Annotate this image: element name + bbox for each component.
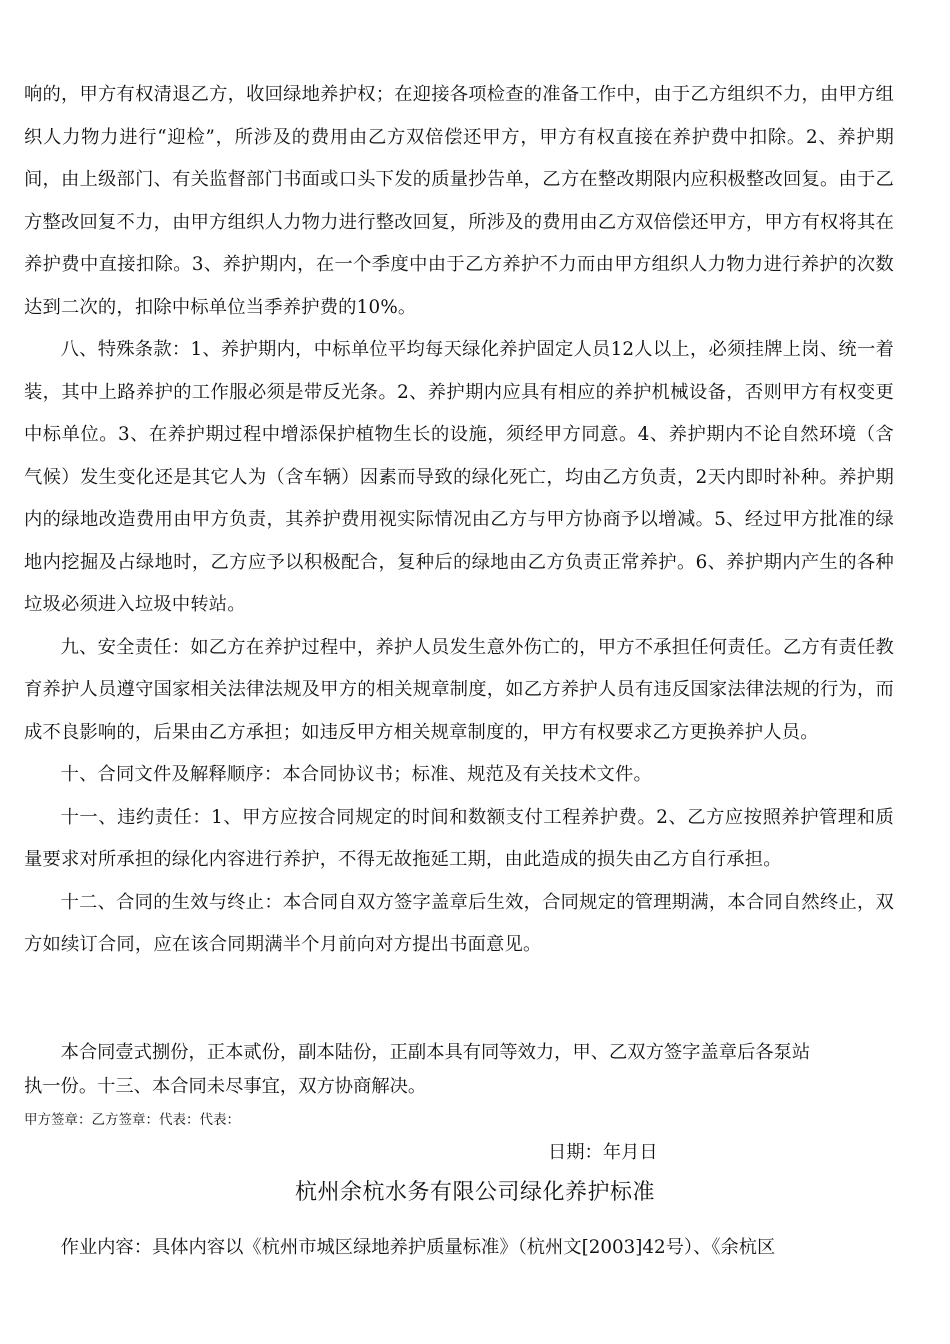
work-content-paragraph: 作业内容：具体内容以《杭州市城区绿地养护质量标准》（杭州文[2003]42号）、《余杭区 [60,1237,776,1258]
clause-12-effect-termination: 十二、合同的生效与终止：本合同自双方签字盖章后生效，合同规定的管理期满，本合同自然终止，双方如续订合同，应在该合同期满半个月前向对方提出书面意见。 [24,891,894,955]
clause-11-breach-liability: 十一、违约责任：1、甲方应按合同规定的时间和数额支付工程养护费。2、乙方应按照养护管理和质量要求对所承担的绿化内容进行养护，不得无故拖延工期，由此造成的损失由乙方自行承担。 [24,806,894,870]
copies-paragraph: 本合同壹式捌份，正本贰份，副本陆份，正副本具有同等效力，甲、乙双方签字盖章后各泵站执一份。十三、本合同未尽事宜，双方协商解决。 [24,1042,811,1097]
clause-8-special-terms: 八、特殊条款：1、养护期内，中标单位平均每天绿化养护固定人员12人以上，必须挂牌上岗、统一着装，其中上路养护的工作服必须是带反光条。2、养护期内应具有相应的养护机械设备，否则甲方有权变更中标单位。3、在养护期过程中增添保护植物生长的设施，须经甲方同意。4、养护期内不论自然环境（含气候）发生变化还是其它人为（含车辆）因素而导致的绿化死亡，均由乙方负责，2天内即时补种。养护期内的绿地改造费用由甲方负责，其养护费用视实际情况由乙方与甲方协商予以增减。5、经过甲方批准的绿地内挖掘及占绿地时，乙方应予以积极配合，复种后的绿地由乙方负责正常养护。6、养护期内产生的各种垃圾必须进入垃圾中转站。 [24,339,894,615]
section-title: 杭州余杭水务有限公司绿化养护标准 [294,1180,655,1205]
contract-body [24,74,894,967]
clause-continuation: 响的，甲方有权清退乙方，收回绿地养护权；在迎接各项检查的准备工作中，由于乙方组织不力，由甲方组织人力物力进行“迎检”，所涉及的费用由乙方双倍偿还甲方，甲方有权直接在养护费中扣除。2、养护期间，由上级部门、有关监督部门书面或口头下发的质量抄告单，乙方在整改期限内应积极整改回复。由于乙方整改回复不力，由甲方组织人力物力进行整改回复，所涉及的费用由乙方双倍偿还甲方，甲方有权将其在养护费中直接扣除。3、养护期内，在一个季度中由于乙方养护不力而由甲方组织人力物力进行养护的次数达到二次的，扣除中标单位当季养护费的10%。 [24,84,894,318]
signature-line: 甲方签章：乙方签章：代表：代表： [24,1112,240,1128]
clause-10-contract-documents: 十、合同文件及解释顺序：本合同协议书；标准、规范及有关技术文件。 [60,764,652,785]
date-line: 日期：年月日 [548,1142,658,1163]
contract-copies-clause [24,1036,824,1104]
clause-9-safety-responsibility: 九、安全责任：如乙方在养护过程中，养护人员发生意外伤亡的，甲方不承担任何责任。乙方有责任教育养护人员遵守国家相关法律法规及甲方的相关规章制度，如乙方养护人员有违反国家法律法规的行为，而成不良影响的，后果由乙方承担；如违反甲方相关规章制度的，甲方有权要求乙方更换养护人员。 [24,636,894,743]
